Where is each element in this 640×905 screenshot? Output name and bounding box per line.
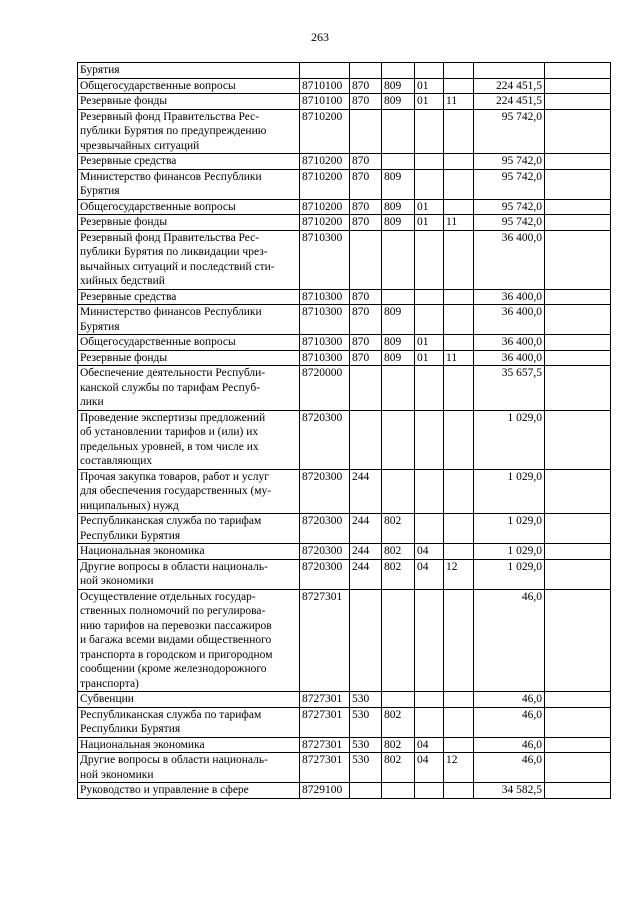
section-cell: [415, 109, 444, 154]
section-cell: [415, 63, 444, 79]
extra-empty-cell: [545, 289, 611, 305]
table-row: [78, 169, 611, 199]
extra-empty-cell: [545, 230, 611, 289]
section-cell: [415, 230, 444, 289]
expense-type-cell: 870: [350, 154, 382, 170]
section-cell: [415, 707, 444, 737]
target-article-cell: 8710100: [300, 94, 350, 110]
target-article-cell: 8710300: [300, 289, 350, 305]
extra-empty-cell: [545, 154, 611, 170]
table-row: [78, 350, 611, 366]
table-row: [78, 559, 611, 589]
item-name-cell: Субвенции: [78, 692, 300, 708]
table-row: [78, 289, 611, 305]
subsection-cell: [444, 589, 474, 692]
amount-cell: 95 742,0: [474, 215, 545, 231]
table-body: [78, 63, 611, 799]
item-name-cell: Резервные фонды: [78, 350, 300, 366]
expense-type-cell: 870: [350, 305, 382, 335]
expense-type-cell: 870: [350, 199, 382, 215]
amount-cell: 95 742,0: [474, 109, 545, 154]
extra-empty-cell: [545, 544, 611, 560]
expense-type-cell: [350, 230, 382, 289]
item-name-cell: Резервные средства: [78, 289, 300, 305]
subsection-cell: [444, 737, 474, 753]
extra-empty-cell: [545, 692, 611, 708]
extra-empty-cell: [545, 94, 611, 110]
amount-cell: 224 451,5: [474, 78, 545, 94]
subsection-cell: [444, 289, 474, 305]
expense-type-cell: [350, 109, 382, 154]
administrator-cell: 802: [382, 737, 415, 753]
target-article-cell: 8710200: [300, 154, 350, 170]
table-row: [78, 469, 611, 514]
table-row: [78, 544, 611, 560]
administrator-cell: [382, 589, 415, 692]
subsection-cell: [444, 410, 474, 469]
expense-type-cell: [350, 783, 382, 799]
expense-type-cell: [350, 410, 382, 469]
section-cell: 04: [415, 544, 444, 560]
extra-empty-cell: [545, 366, 611, 411]
target-article-cell: 8720300: [300, 410, 350, 469]
amount-cell: 95 742,0: [474, 169, 545, 199]
subsection-cell: [444, 707, 474, 737]
subsection-cell: [444, 109, 474, 154]
amount-cell: 46,0: [474, 589, 545, 692]
administrator-cell: 809: [382, 350, 415, 366]
extra-empty-cell: [545, 589, 611, 692]
amount-cell: 1 029,0: [474, 410, 545, 469]
section-cell: [415, 469, 444, 514]
expense-type-cell: 530: [350, 753, 382, 783]
extra-empty-cell: [545, 350, 611, 366]
target-article-cell: 8727301: [300, 589, 350, 692]
subsection-cell: [444, 199, 474, 215]
extra-empty-cell: [545, 559, 611, 589]
administrator-cell: [382, 230, 415, 289]
item-name-cell: Проведение экспертизы предложений об установлении тарифов и (или) их предельных уровней, в том числе их составляющих: [78, 410, 300, 469]
item-name-cell: Общегосударственные вопросы: [78, 335, 300, 351]
section-cell: [415, 514, 444, 544]
target-article-cell: 8727301: [300, 692, 350, 708]
item-name-cell: Министерство финансов Республики Бурятия: [78, 305, 300, 335]
administrator-cell: 809: [382, 94, 415, 110]
item-name-cell: Резервный фонд Правительства Рес- публики Бурятия по ликвидации чрез- вычайных ситуаций и последствий сти- хийных бедствий: [78, 230, 300, 289]
amount-cell: 36 400,0: [474, 305, 545, 335]
section-cell: 04: [415, 753, 444, 783]
administrator-cell: 802: [382, 753, 415, 783]
section-cell: 01: [415, 199, 444, 215]
item-name-cell: Резервные средства: [78, 154, 300, 170]
table-row: [78, 753, 611, 783]
budget-table: [77, 62, 611, 799]
extra-empty-cell: [545, 305, 611, 335]
table-row: [78, 589, 611, 692]
section-cell: [415, 154, 444, 170]
expense-type-cell: 244: [350, 559, 382, 589]
subsection-cell: 12: [444, 559, 474, 589]
item-name-cell: Общегосударственные вопросы: [78, 78, 300, 94]
amount-cell: 46,0: [474, 692, 545, 708]
item-name-cell: Общегосударственные вопросы: [78, 199, 300, 215]
section-cell: 01: [415, 350, 444, 366]
item-name-cell: Руководство и управление в сфере: [78, 783, 300, 799]
administrator-cell: [382, 410, 415, 469]
amount-cell: 1 029,0: [474, 559, 545, 589]
table-row: [78, 199, 611, 215]
administrator-cell: 809: [382, 169, 415, 199]
administrator-cell: 809: [382, 78, 415, 94]
extra-empty-cell: [545, 783, 611, 799]
table-row: [78, 692, 611, 708]
subsection-cell: [444, 514, 474, 544]
amount-cell: 1 029,0: [474, 544, 545, 560]
page-number: 263: [311, 30, 329, 44]
table-row: [78, 335, 611, 351]
target-article-cell: 8727301: [300, 737, 350, 753]
target-article-cell: 8710200: [300, 169, 350, 199]
target-article-cell: 8727301: [300, 707, 350, 737]
subsection-cell: [444, 544, 474, 560]
item-name-cell: Республиканская служба по тарифам Республики Бурятия: [78, 514, 300, 544]
extra-empty-cell: [545, 78, 611, 94]
administrator-cell: 809: [382, 215, 415, 231]
target-article-cell: 8710300: [300, 230, 350, 289]
administrator-cell: 809: [382, 305, 415, 335]
section-cell: [415, 692, 444, 708]
subsection-cell: [444, 692, 474, 708]
expense-type-cell: 870: [350, 350, 382, 366]
subsection-cell: [444, 63, 474, 79]
section-cell: 01: [415, 335, 444, 351]
section-cell: [415, 410, 444, 469]
amount-cell: 1 029,0: [474, 469, 545, 514]
subsection-cell: [444, 366, 474, 411]
table-row: [78, 63, 611, 79]
table-row: [78, 215, 611, 231]
subsection-cell: [444, 469, 474, 514]
extra-empty-cell: [545, 109, 611, 154]
table-row: [78, 737, 611, 753]
extra-empty-cell: [545, 737, 611, 753]
expense-type-cell: 530: [350, 737, 382, 753]
target-article-cell: 8727301: [300, 753, 350, 783]
section-cell: [415, 366, 444, 411]
subsection-cell: [444, 335, 474, 351]
amount-cell: 46,0: [474, 707, 545, 737]
table-row: [78, 109, 611, 154]
extra-empty-cell: [545, 753, 611, 783]
expense-type-cell: [350, 63, 382, 79]
amount-cell: 34 582,5: [474, 783, 545, 799]
extra-empty-cell: [545, 63, 611, 79]
item-name-cell: Министерство финансов Республики Бурятия: [78, 169, 300, 199]
table-row: [78, 514, 611, 544]
target-article-cell: 8720300: [300, 469, 350, 514]
subsection-cell: 11: [444, 350, 474, 366]
section-cell: 04: [415, 737, 444, 753]
section-cell: [415, 289, 444, 305]
expense-type-cell: 870: [350, 94, 382, 110]
subsection-cell: [444, 78, 474, 94]
subsection-cell: [444, 230, 474, 289]
section-cell: 01: [415, 94, 444, 110]
table-row: [78, 94, 611, 110]
extra-empty-cell: [545, 514, 611, 544]
item-name-cell: Другие вопросы в области националь- ной экономики: [78, 753, 300, 783]
item-name-cell: Резервный фонд Правительства Рес- публики Бурятия по предупреждению чрезвычайных ситуаций: [78, 109, 300, 154]
administrator-cell: 809: [382, 335, 415, 351]
target-article-cell: [300, 63, 350, 79]
administrator-cell: [382, 366, 415, 411]
expense-type-cell: 530: [350, 707, 382, 737]
section-cell: 04: [415, 559, 444, 589]
expense-type-cell: [350, 589, 382, 692]
target-article-cell: 8710100: [300, 78, 350, 94]
target-article-cell: 8720300: [300, 514, 350, 544]
extra-empty-cell: [545, 169, 611, 199]
item-name-cell: Бурятия: [78, 63, 300, 79]
expense-type-cell: 870: [350, 215, 382, 231]
extra-empty-cell: [545, 199, 611, 215]
amount-cell: 1 029,0: [474, 514, 545, 544]
subsection-cell: [444, 305, 474, 335]
administrator-cell: 802: [382, 544, 415, 560]
expense-type-cell: 870: [350, 289, 382, 305]
amount-cell: 36 400,0: [474, 335, 545, 351]
target-article-cell: 8720300: [300, 559, 350, 589]
item-name-cell: Осуществление отдельных государ- ственных полномочий по регулирова- нию тарифов на перевозки пассажиров и багажа всеми видами общественного транспорта в городском и пригородном сообщении (кроме железнодорожного транспорта): [78, 589, 300, 692]
item-name-cell: Обеспечение деятельности Республи- канской службы по тарифам Респуб- лики: [78, 366, 300, 411]
administrator-cell: [382, 469, 415, 514]
extra-empty-cell: [545, 410, 611, 469]
expense-type-cell: 244: [350, 514, 382, 544]
target-article-cell: 8710300: [300, 350, 350, 366]
amount-cell: 36 400,0: [474, 350, 545, 366]
subsection-cell: [444, 169, 474, 199]
expense-type-cell: 870: [350, 169, 382, 199]
expense-type-cell: 870: [350, 78, 382, 94]
table-row: [78, 78, 611, 94]
item-name-cell: Прочая закупка товаров, работ и услуг для обеспечения государственных (му- ниципальных) нужд: [78, 469, 300, 514]
administrator-cell: 802: [382, 559, 415, 589]
section-cell: [415, 169, 444, 199]
table-row: [78, 154, 611, 170]
amount-cell: 46,0: [474, 753, 545, 783]
extra-empty-cell: [545, 215, 611, 231]
target-article-cell: 8710300: [300, 335, 350, 351]
administrator-cell: 802: [382, 707, 415, 737]
target-article-cell: 8710200: [300, 199, 350, 215]
expense-type-cell: 530: [350, 692, 382, 708]
subsection-cell: [444, 154, 474, 170]
amount-cell: 95 742,0: [474, 154, 545, 170]
amount-cell: 35 657,5: [474, 366, 545, 411]
extra-empty-cell: [545, 707, 611, 737]
item-name-cell: Резервные фонды: [78, 215, 300, 231]
administrator-cell: 802: [382, 514, 415, 544]
amount-cell: 95 742,0: [474, 199, 545, 215]
extra-empty-cell: [545, 335, 611, 351]
table-row: [78, 783, 611, 799]
administrator-cell: [382, 63, 415, 79]
expense-type-cell: [350, 366, 382, 411]
amount-cell: 36 400,0: [474, 230, 545, 289]
amount-cell: 36 400,0: [474, 289, 545, 305]
target-article-cell: 8710300: [300, 305, 350, 335]
administrator-cell: [382, 109, 415, 154]
subsection-cell: 11: [444, 94, 474, 110]
subsection-cell: 11: [444, 215, 474, 231]
target-article-cell: 8710200: [300, 215, 350, 231]
target-article-cell: 8720000: [300, 366, 350, 411]
table-row: [78, 230, 611, 289]
item-name-cell: Другие вопросы в области националь- ной экономики: [78, 559, 300, 589]
item-name-cell: Национальная экономика: [78, 737, 300, 753]
administrator-cell: [382, 692, 415, 708]
amount-cell: [474, 63, 545, 79]
extra-empty-cell: [545, 469, 611, 514]
section-cell: [415, 589, 444, 692]
amount-cell: 46,0: [474, 737, 545, 753]
table-row: [78, 707, 611, 737]
administrator-cell: [382, 289, 415, 305]
section-cell: 01: [415, 78, 444, 94]
section-cell: [415, 783, 444, 799]
item-name-cell: Национальная экономика: [78, 544, 300, 560]
table-row: [78, 305, 611, 335]
target-article-cell: 8710200: [300, 109, 350, 154]
amount-cell: 224 451,5: [474, 94, 545, 110]
target-article-cell: 8720300: [300, 544, 350, 560]
administrator-cell: [382, 783, 415, 799]
subsection-cell: 12: [444, 753, 474, 783]
administrator-cell: [382, 154, 415, 170]
table-row: [78, 366, 611, 411]
subsection-cell: [444, 783, 474, 799]
table-row: [78, 410, 611, 469]
section-cell: 01: [415, 215, 444, 231]
expense-type-cell: 244: [350, 544, 382, 560]
item-name-cell: Республиканская служба по тарифам Республики Бурятия: [78, 707, 300, 737]
expense-type-cell: 870: [350, 335, 382, 351]
item-name-cell: Резервные фонды: [78, 94, 300, 110]
expense-type-cell: 244: [350, 469, 382, 514]
section-cell: [415, 305, 444, 335]
administrator-cell: 809: [382, 199, 415, 215]
target-article-cell: 8729100: [300, 783, 350, 799]
